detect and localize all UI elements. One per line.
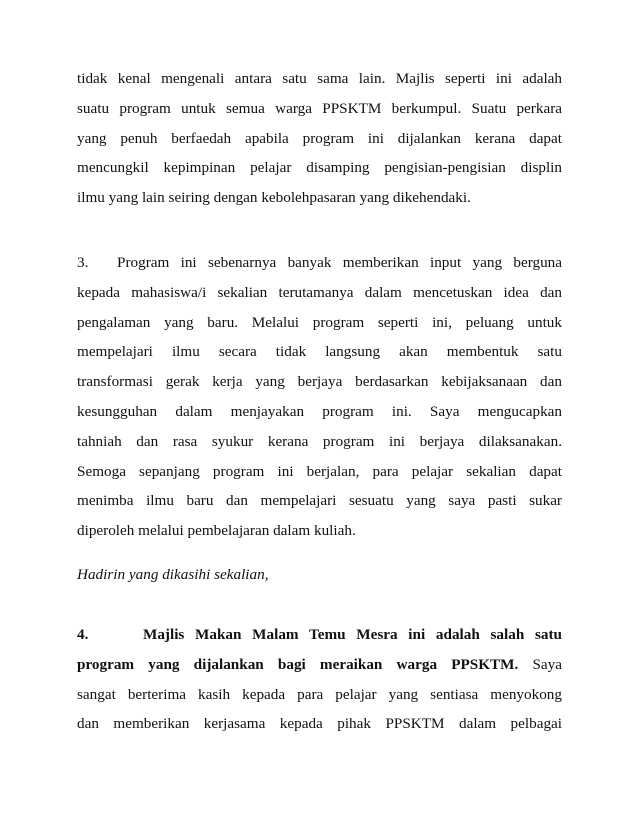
text-line-content: Program ini sebenarnya banyak memberikan input yang berguna — [117, 254, 562, 271]
salutation — [77, 560, 562, 590]
text-line — [77, 650, 562, 680]
text-line: Semoga sepanjang program ini berjalan, para pelajar sekalian dapat — [77, 462, 562, 480]
text-line — [77, 620, 562, 650]
text-line: yang penuh berfaedah apabila program ini dijalankan kerana dapat — [77, 129, 562, 147]
text-line: dan memberikan kerjasama kepada pihak PPSKTM dalam pelbagai — [77, 715, 562, 733]
text-line: kesungguhan dalam menjayakan program ini. Saya mengucapkan — [77, 402, 562, 420]
text-line: transformasi gerak kerja yang berjaya berdasarkan kebijaksanaan dan — [77, 373, 562, 391]
text-line: sangat berterima kasih kepada para pelajar yang sentiasa menyokong — [77, 685, 562, 703]
paragraph-4 — [77, 620, 562, 739]
paragraph-continuation — [77, 64, 562, 213]
salutation-text: Hadirin yang dikasihi sekalian, — [77, 566, 269, 583]
text-line — [77, 248, 562, 278]
text-line: menimba ilmu baru dan mempelajari sesuatu yang saya pasti sukar — [77, 492, 562, 510]
bold-text: program yang dijalankan bagi meraikan warga PPSKTM. — [77, 655, 519, 673]
paragraph-number: 4. — [77, 626, 89, 643]
text-line-content: Majlis Makan Malam Temu Mesra ini adalah salah satu — [143, 626, 562, 643]
text-line-content: Saya — [518, 655, 562, 673]
text-line: tahniah dan rasa syukur kerana program ini berjaya dilaksanakan. — [77, 432, 562, 450]
paragraph-number: 3. — [77, 254, 89, 271]
text-line: tidak kenal mengenali antara satu sama lain. Majlis seperti ini adalah — [77, 70, 562, 87]
text-line: diperoleh melalui pembelajaran dalam kuliah. — [77, 522, 356, 540]
text-line: kepada mahasiswa/i sekalian terutamanya dalam mencetuskan idea dan — [77, 283, 562, 301]
text-line: ilmu yang lain seiring dengan kebolehpasaran yang dikehendaki. — [77, 189, 471, 207]
text-line: mencungkil kepimpinan pelajar disamping pengisian-pengisian displin — [77, 159, 562, 177]
text-line: pengalaman yang baru. Melalui program seperti ini, peluang untuk — [77, 313, 562, 331]
text-line: suatu program untuk semua warga PPSKTM berkumpul. Suatu perkara — [77, 99, 562, 117]
paragraph-3 — [77, 248, 562, 546]
text-line: mempelajari ilmu secara tidak langsung akan membentuk satu — [77, 343, 562, 361]
